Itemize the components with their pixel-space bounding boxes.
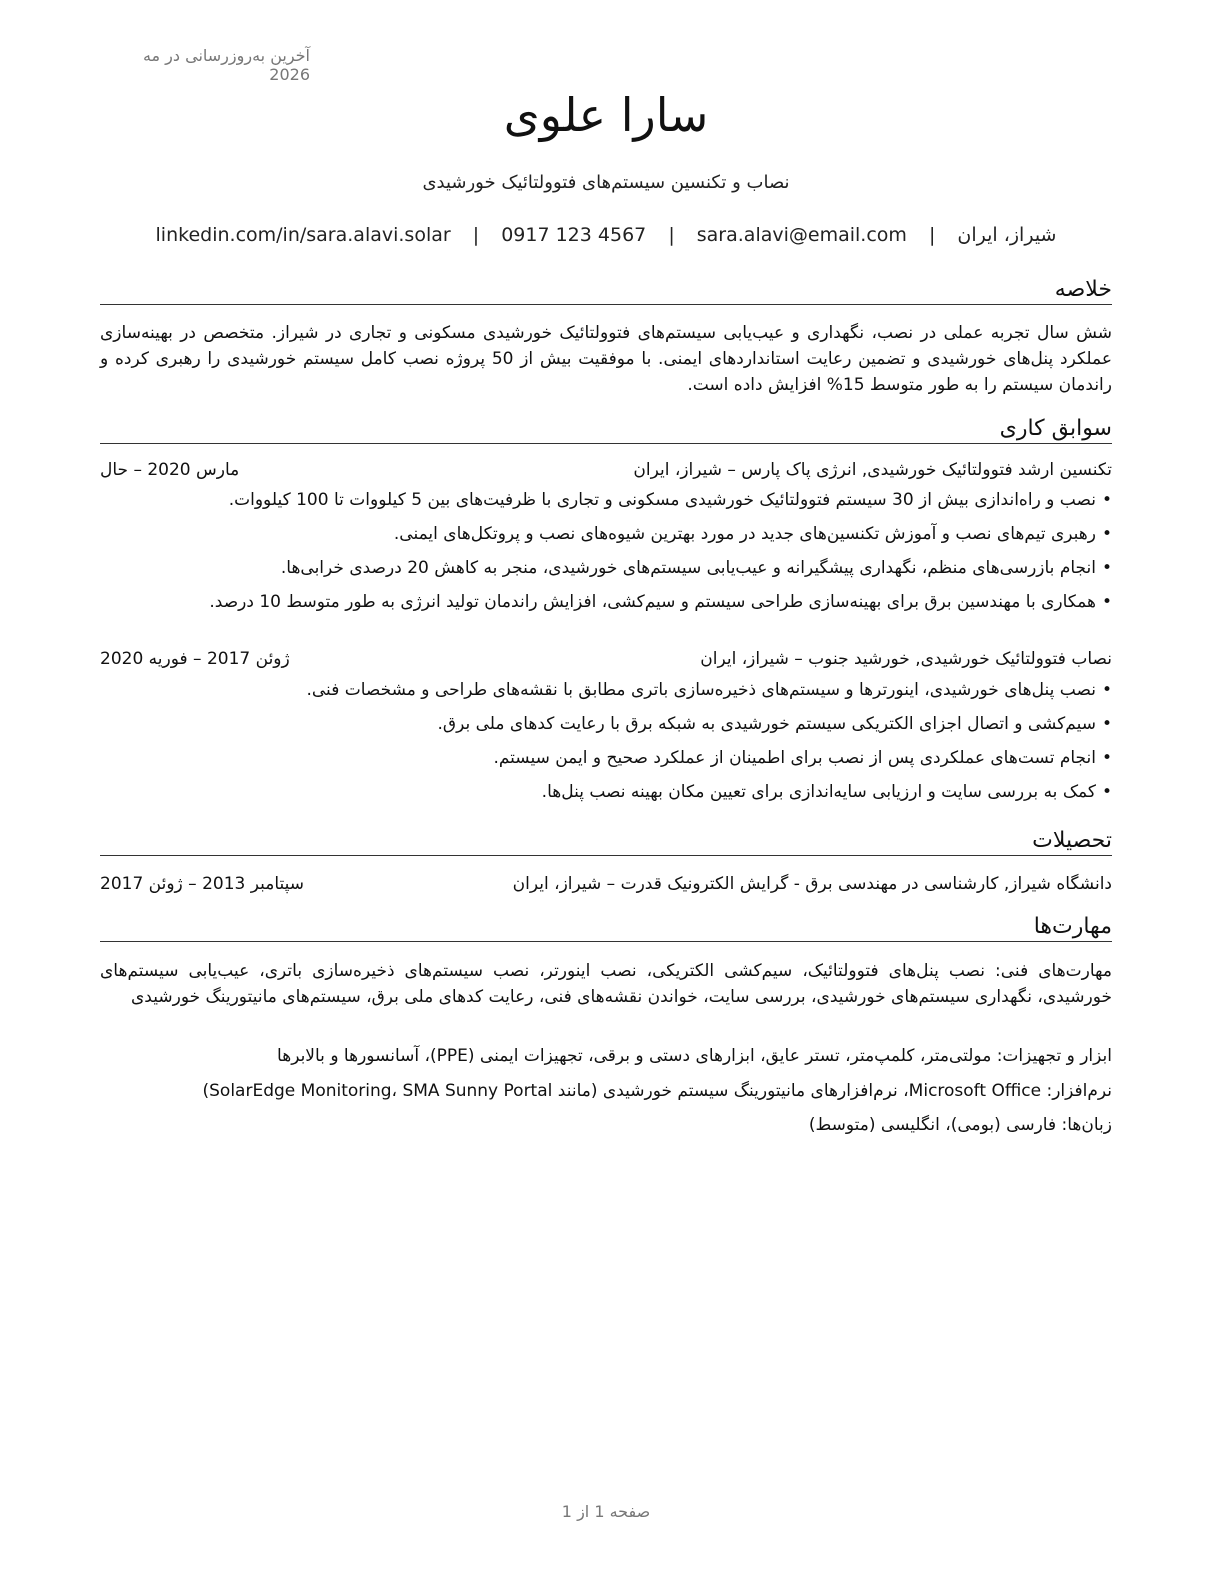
contact-phone: 0917 123 4567 — [501, 224, 647, 246]
education-degree: دانشگاه شیراز, کارشناسی در مهندسی برق - گرایش الکترونیک قدرت – شیراز، ایران — [512, 874, 1112, 894]
page-number: صفحه 1 از 1 — [561, 1502, 651, 1521]
job-headline: نصاب و تکنسین سیستم‌های فتوولتائیک خورشیدی — [422, 172, 790, 193]
bullet-item: •نصب پنل‌های خورشیدی، اینورترها و سیستم‌های ذخیره‌سازی باتری مطابق با نقشه‌های طراحی و مشخصات فنی. — [306, 680, 1112, 700]
education-heading: تحصیلات — [100, 828, 1112, 856]
skills-software: نرم‌افزار: Microsoft Office، نرم‌افزارهای مانیتورینگ سیستم خورشیدی (مانند SolarEdge Monitoring، SMA Sunny Portal) — [202, 1081, 1112, 1101]
skills-technical: مهارت‌های فنی: نصب پنل‌های فتوولتائیک، سیم‌کشی الکتریکی، نصب اینورتر، نصب سیستم‌های ذخیره‌سازی باتری، عیب‌یابی سیستم‌های خورشیدی، نگهداری سیستم‌های خورشیدی، بررسی سایت، خواندن نقشه‌های فنی، رعایت کدهای ملی برق، سیستم‌های مانیتورینگ خورشیدی — [100, 961, 1112, 1007]
bullet-item: •انجام بازرسی‌های منظم، نگهداری پیشگیرانه و عیب‌یابی سیستم‌های خورشیدی، منجر به کاهش 20 درصدی خرابی‌ها. — [280, 558, 1112, 578]
bullet-item: •نصب و راه‌اندازی بیش از 30 سیستم فتوولتائیک خورشیدی مسکونی و تجاری با ظرفیت‌های بین 5 کیلووات تا 100 کیلووات. — [228, 490, 1112, 510]
bullet-item: •رهبری تیم‌های نصب و آموزش تکنسین‌های جدید در مورد بهترین شیوه‌های نصب و پروتکل‌های ایمنی. — [393, 524, 1112, 544]
contact-separator: | — [928, 224, 936, 246]
job-dates: مارس 2020 – حال — [100, 460, 240, 480]
job-title: نصاب فتوولتائیک خورشیدی, خورشید جنوب – شیراز، ایران — [700, 649, 1112, 669]
skills-tools: ابزار و تجهیزات: مولتی‌متر، کلمپ‌متر، تستر عایق، ابزارهای دستی و برقی، تجهیزات ایمنی (PPE)، آسانسورها و بالابرها — [277, 1046, 1112, 1066]
contact-separator: | — [472, 224, 480, 246]
bullet-icon: • — [1101, 782, 1112, 802]
bullet-icon: • — [1101, 490, 1112, 510]
bullet-item: •همکاری با مهندسین برق برای بهینه‌سازی طراحی سیستم و سیم‌کشی، افزایش راندمان تولید انرژی به طور متوسط 10 درصد. — [209, 592, 1112, 612]
bullet-icon: • — [1101, 558, 1112, 578]
bullet-item: •انجام تست‌های عملکردی پس از نصب برای اطمینان از عملکرد صحیح و ایمن سیستم. — [493, 748, 1112, 768]
last-updated-note: آخرین به‌روزرسانی در مه 2026 — [142, 46, 310, 84]
skills-languages: زبان‌ها: فارسی (بومی)، انگلیسی (متوسط) — [808, 1115, 1112, 1135]
job-title: تکنسین ارشد فتوولتائیک خورشیدی, انرژی پاک پارس – شیراز، ایران — [633, 460, 1112, 480]
education-dates: سپتامبر 2013 – ژوئن 2017 — [100, 874, 305, 894]
bullet-icon: • — [1101, 524, 1112, 544]
skills-heading: مهارت‌ها — [100, 914, 1112, 942]
job-dates: ژوئن 2017 – فوریه 2020 — [100, 649, 290, 669]
summary-text: شش سال تجربه عملی در نصب، نگهداری و عیب‌یابی سیستم‌های فتوولتائیک خورشیدی مسکونی و تجاری در شیراز. متخصص در بهینه‌سازی عملکرد پنل‌های خورشیدی و تضمین رعایت استانداردهای ایمنی. با موفقیت بیش از 50 پروژه نصب کامل سیستم خورشیدی را رهبری کرده و راندمان سیستم را به طور متوسط 15% افزایش داده است. — [100, 323, 1112, 395]
resume-page — [100, 0, 1112, 1584]
bullet-item: •کمک به بررسی سایت و ارزیابی سایه‌اندازی برای تعیین مکان بهینه نصب پنل‌ها. — [541, 782, 1112, 802]
contact-line — [100, 224, 1112, 246]
contact-email[interactable]: sara.alavi@email.com — [696, 224, 907, 246]
job-bullets — [100, 678, 1112, 814]
bullet-icon: • — [1101, 748, 1112, 768]
contact-linkedin[interactable]: linkedin.com/in/sara.alavi.solar — [155, 224, 451, 246]
bullet-icon: • — [1101, 714, 1112, 734]
job-bullets — [100, 488, 1112, 624]
candidate-name: سارا علوی — [503, 88, 709, 142]
experience-heading: سوابق کاری — [100, 416, 1112, 444]
contact-location: شیراز، ایران — [957, 224, 1057, 246]
bullet-item: •سیم‌کشی و اتصال اجزای الکتریکی سیستم خورشیدی به شبکه برق با رعایت کدهای ملی برق. — [437, 714, 1112, 734]
bullet-icon: • — [1101, 680, 1112, 700]
contact-separator: | — [668, 224, 675, 246]
bullet-icon: • — [1101, 592, 1112, 612]
summary-heading: خلاصه — [100, 277, 1112, 305]
